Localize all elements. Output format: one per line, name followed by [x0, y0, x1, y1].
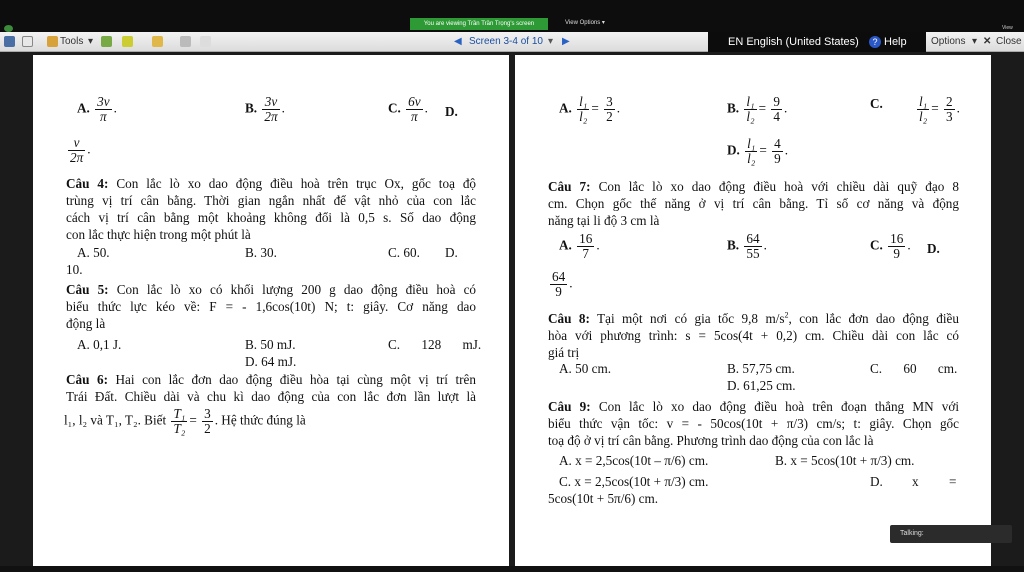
- q4-line-4: con lắc thực hiện trong một phút là: [66, 227, 251, 242]
- q7-line-1: Câu 7: Con lắc lò xo dao động điều hoà với chiều dài quỹ đạo 8: [548, 179, 960, 194]
- q6-option-a: A. $\frac{\text{l₁}}{\text{l₂}}$ = $\frac{3}{2}$ .: [559, 94, 620, 124]
- tools-dropdown-icon[interactable]: ▾: [88, 36, 94, 47]
- q3-option-c: C. $\frac{6v}{\pi}$ .: [388, 94, 428, 124]
- question-7: [548, 178, 959, 229]
- q8-line-3: giá trị: [548, 345, 580, 360]
- q5-line-2: biểu thức lực kéo về: F = - 1,6cos(10t) N; t: giây. Cơ năng dao: [66, 299, 476, 314]
- q8-line-1: Câu 8: Tại một nơi có gia tốc 9,8 $m/s^2$, con lắc đơn dao động điều: [548, 310, 959, 326]
- q6-line-3: l₁, l₂ và T₁, T₂. Biết $\frac{\text{T₁}}{\text{T₂}}$ = $\frac{3}{2}$ . Hệ thức đúng là: [64, 406, 306, 436]
- q4-line-3: cách vị trí cân bằng một khoảng không đổi là 0,5 s. Số dao động: [66, 210, 476, 225]
- previous-screen-icon[interactable]: ◀: [454, 36, 462, 47]
- q6-option-d: D. $\frac{\text{l₁}}{\text{l₂}}$ = $\frac{4}{9}$ .: [727, 136, 788, 166]
- q8-option-d: D. 61,25 cm.: [727, 378, 796, 393]
- q4-option-c: C. 60.: [388, 245, 420, 260]
- question-5: [66, 281, 476, 332]
- share-bar: [0, 0, 1024, 32]
- q5-option-b: B. 50 mJ.: [245, 337, 296, 352]
- close-button[interactable]: Close: [996, 36, 1022, 47]
- clear-icon[interactable]: [200, 36, 211, 47]
- q5-option-c: C. 128 mJ.: [388, 337, 482, 352]
- q4-option-a: A. 50.: [77, 245, 110, 260]
- view-button[interactable]: View: [1002, 25, 1013, 31]
- q8-option-b: B. 57,75 cm.: [727, 361, 795, 376]
- q4-option-d-value: 10.: [66, 262, 83, 277]
- q7-option-b: B. $\frac{64}{55}$ .: [727, 231, 767, 261]
- view-options-menu[interactable]: View Options ▾: [565, 20, 605, 26]
- q6-option-c: $\frac{\text{l₁}}{\text{l₂}}$ = $\frac{2}{3}$ .: [919, 94, 960, 124]
- q9-line-3: toạ độ ở vị trí cân bằng. Phương trình dao động của con lắc là: [548, 433, 874, 448]
- q6-line-1: Câu 6: Hai con lắc đơn dao động điều hòa tại cùng một vị trí trên: [66, 372, 476, 387]
- app-icon: [4, 25, 13, 32]
- q9-line-1: Câu 9: Con lắc lò xo dao động điều hoà trên đoạn thẳng MN với: [548, 399, 960, 414]
- q5-option-a: A. 0,1 J.: [77, 337, 122, 352]
- taskbar-strip: [0, 566, 1024, 572]
- q7-option-a: A. $\frac{16}{7}$ .: [559, 231, 600, 261]
- highlighter-icon[interactable]: [122, 36, 133, 47]
- q4-option-b: B. 30.: [245, 245, 277, 260]
- question-6: [66, 371, 476, 405]
- save-icon[interactable]: [4, 36, 15, 47]
- q4-line-2: trùng vị trí cân bằng. Thời gian ngắn nhất để vật nhỏ của con lắc: [66, 193, 476, 208]
- language-selector[interactable]: EN English (United States): [728, 36, 859, 48]
- q5-line-3: động là: [66, 316, 106, 331]
- q3-option-d-label: D.: [445, 104, 458, 119]
- q9-option-d-equals: =: [949, 474, 957, 489]
- help-icon[interactable]: ?: [869, 36, 881, 48]
- eraser-icon[interactable]: [180, 36, 191, 47]
- q3-option-d-value: $\frac{v}{2\pi}$ .: [70, 135, 91, 165]
- q7-option-d-value: $\frac{64}{9}$ .: [552, 269, 573, 299]
- q9-option-d-label: D.: [870, 474, 883, 489]
- close-icon[interactable]: ✕: [983, 36, 992, 47]
- folder-icon[interactable]: [152, 36, 163, 47]
- q6-option-c-label: C.: [870, 96, 883, 111]
- screen-indicator: Screen 3-4 of 10: [469, 36, 543, 47]
- tools-icon: [47, 36, 58, 47]
- annotate-icon[interactable]: [101, 36, 112, 47]
- q4-option-d-label: D.: [445, 245, 458, 260]
- q7-option-d-label: D.: [927, 241, 940, 256]
- document-page-right: [515, 55, 991, 572]
- q3-option-b: B. $\frac{3v}{2\pi}$ .: [245, 94, 285, 124]
- q7-line-2: cm. Chọn gốc thế năng ở vị trí cân bằng. Tỉ số cơ năng và động: [548, 196, 959, 211]
- q8-option-c: C. 60 cm.: [870, 361, 958, 376]
- q6-line-2: Trái Đất. Chiều dài và chu kì dao động của con lắc đơn lần lượt là: [66, 389, 476, 404]
- options-menu[interactable]: Options: [931, 36, 966, 47]
- options-dropdown-icon[interactable]: ▾: [972, 36, 978, 47]
- q8-option-a: A. 50 cm.: [559, 361, 612, 376]
- q9-option-a: A. x = 2,5cos(10t – π/6) cm.: [559, 453, 709, 468]
- tools-menu[interactable]: Tools: [60, 36, 84, 47]
- q8-line-2: hòa với phương trình: s = 5cos(4t + 0,2) cm. Chiều dài con lắc có: [548, 328, 959, 343]
- q6-option-b: B. $\frac{\text{l₁}}{\text{l₂}}$ = $\frac{9}{4}$ .: [727, 94, 788, 124]
- q4-line-1: Câu 4: Con lắc lò xo dao động điều hoà trên trục Ox, gốc toạ độ: [66, 176, 477, 191]
- document-page-left: [33, 55, 509, 572]
- q9-option-d-x: x: [912, 474, 919, 489]
- question-4: [66, 175, 476, 243]
- q5-line-1: Câu 5: Con lắc lò xo có khối lượng 200 g dao động điều hoà có: [66, 282, 477, 297]
- q7-line-3: năng tại li độ 3 cm là: [548, 213, 660, 228]
- q7-option-c: C. $\frac{16}{9}$ .: [870, 231, 911, 261]
- language-bar: [708, 32, 926, 52]
- screen-dropdown-icon[interactable]: ▾: [548, 36, 554, 47]
- talking-indicator: Talking:: [890, 525, 1012, 543]
- question-8: [548, 310, 959, 361]
- help-button[interactable]: Help: [884, 36, 907, 48]
- next-screen-icon[interactable]: ▶: [562, 36, 570, 47]
- question-9: [548, 398, 959, 449]
- share-banner: You are viewing Trần Trần Trọng's screen: [410, 18, 548, 30]
- q9-option-d-value: 5cos(10t + 5π/6) cm.: [548, 491, 659, 506]
- q9-line-2: biểu thức vận tốc: v = - 50cos(10t + π/3) cm/s; t: giây. Chọn gốc: [548, 416, 959, 431]
- page-icon[interactable]: [22, 36, 33, 47]
- q5-option-d: D. 64 mJ.: [245, 354, 297, 369]
- q9-option-b: B. x = 5cos(10t + π/3) cm.: [775, 453, 915, 468]
- q9-option-c: C. x = 2,5cos(10t + π/3) cm.: [559, 474, 709, 489]
- q3-option-a: A. $\frac{3v}{\pi}$ .: [77, 94, 117, 124]
